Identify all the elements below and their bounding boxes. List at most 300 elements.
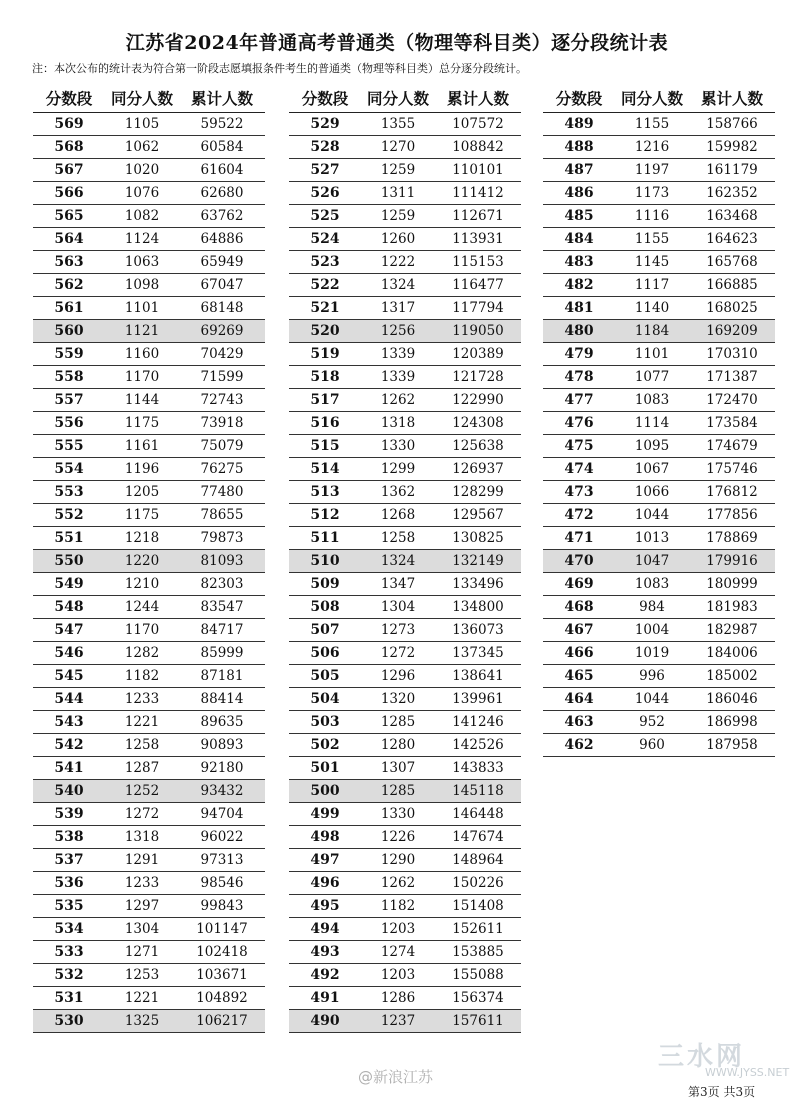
- table-row: [289, 159, 521, 182]
- same-score-count-cell: 1262: [380, 875, 416, 891]
- score-cell: 567: [54, 162, 84, 178]
- table-row: [289, 826, 521, 849]
- cumulative-count-cell: 134800: [452, 599, 504, 615]
- score-cell: 488: [564, 139, 594, 155]
- cumulative-count-cell: 104892: [196, 990, 248, 1006]
- same-score-count-cell: 1155: [634, 116, 670, 132]
- same-score-count-cell: 1105: [124, 116, 160, 132]
- table-row: [543, 481, 775, 504]
- score-cell: 545: [54, 668, 84, 684]
- score-cell: 503: [310, 714, 340, 730]
- score-cell: 539: [54, 806, 84, 822]
- cumulative-count-cell: 124308: [452, 415, 504, 431]
- same-score-count-cell: 1004: [634, 622, 670, 638]
- cumulative-count-cell: 78655: [200, 507, 244, 523]
- same-score-count-cell: 1280: [380, 737, 416, 753]
- table-row: [543, 458, 775, 481]
- same-score-count-cell: 996: [639, 668, 665, 684]
- table-row: [289, 596, 521, 619]
- same-score-count-cell: 1114: [634, 415, 670, 431]
- score-cell: 555: [54, 438, 84, 454]
- cumulative-count-cell: 85999: [200, 645, 244, 661]
- score-cell: 516: [310, 415, 340, 431]
- same-score-count-cell: 1203: [380, 921, 416, 937]
- cumulative-count-cell: 98546: [200, 875, 244, 891]
- same-score-count-cell: 1233: [124, 691, 160, 707]
- cumulative-count-cell: 172470: [706, 392, 758, 408]
- score-cell: 529: [310, 116, 340, 132]
- table-row: [33, 619, 265, 642]
- table-row: [543, 619, 775, 642]
- table-row: [33, 941, 265, 964]
- table-row: [33, 366, 265, 389]
- cumulative-count-cell: 139961: [452, 691, 504, 707]
- table-row: [289, 1010, 521, 1033]
- score-cell: 485: [564, 208, 594, 224]
- same-score-count-cell: 1253: [124, 967, 160, 983]
- cumulative-count-cell: 72743: [200, 392, 244, 408]
- cumulative-count-cell: 84717: [200, 622, 244, 638]
- cumulative-count-cell: 155088: [452, 967, 504, 983]
- same-score-count-cell: 1182: [124, 668, 160, 684]
- table-row: [289, 872, 521, 895]
- cumulative-count-cell: 83547: [200, 599, 244, 615]
- same-score-count-cell: 1044: [634, 691, 670, 707]
- same-score-count-cell: 1121: [124, 323, 160, 339]
- score-cell: 470: [564, 553, 594, 569]
- cumulative-count-cell: 158766: [706, 116, 758, 132]
- table-row: [33, 481, 265, 504]
- table-row: [543, 182, 775, 205]
- same-score-count-cell: 1101: [124, 300, 160, 316]
- score-cell: 524: [310, 231, 340, 247]
- table-row: [33, 642, 265, 665]
- table-row: [289, 389, 521, 412]
- same-score-count-cell: 1330: [380, 438, 416, 454]
- cumulative-count-cell: 177856: [706, 507, 758, 523]
- cumulative-count-cell: 163468: [706, 208, 758, 224]
- score-cell: 498: [310, 829, 340, 845]
- score-cell: 553: [54, 484, 84, 500]
- score-cell: 499: [310, 806, 340, 822]
- same-score-count-cell: 1330: [380, 806, 416, 822]
- cumulative-count-cell: 151408: [452, 898, 504, 914]
- cumulative-count-cell: 185002: [706, 668, 758, 684]
- same-score-count-cell: 1170: [124, 622, 160, 638]
- same-score-count-cell: 1161: [124, 438, 160, 454]
- cumulative-count-cell: 68148: [200, 300, 244, 316]
- cumulative-count-cell: 171387: [706, 369, 758, 385]
- table-row: [543, 159, 775, 182]
- same-score-count-cell: 1101: [634, 346, 670, 362]
- same-score-count-cell: 1317: [380, 300, 416, 316]
- score-cell: 494: [310, 921, 340, 937]
- score-cell: 547: [54, 622, 84, 638]
- same-score-count-cell: 1296: [380, 668, 416, 684]
- table-row: [33, 159, 265, 182]
- same-score-count-cell: 1237: [380, 1013, 416, 1029]
- cumulative-count-cell: 59522: [200, 116, 244, 132]
- score-cell: 484: [564, 231, 594, 247]
- header-cell: 同分人数: [366, 89, 429, 108]
- cumulative-count-cell: 159982: [706, 139, 758, 155]
- score-cell: 558: [54, 369, 84, 385]
- table-row: [543, 113, 775, 136]
- cumulative-count-cell: 125638: [452, 438, 504, 454]
- same-score-count-cell: 1256: [380, 323, 416, 339]
- same-score-count-cell: 1044: [634, 507, 670, 523]
- cumulative-count-cell: 70429: [200, 346, 244, 362]
- cumulative-count-cell: 90893: [200, 737, 244, 753]
- score-cell: 527: [310, 162, 340, 178]
- table-row: [33, 504, 265, 527]
- same-score-count-cell: 1271: [124, 944, 160, 960]
- cumulative-count-cell: 79873: [200, 530, 244, 546]
- score-cell: 474: [564, 461, 594, 477]
- cumulative-count-cell: 88414: [200, 691, 244, 707]
- same-score-count-cell: 1324: [380, 553, 416, 569]
- cumulative-count-cell: 184006: [706, 645, 758, 661]
- table-row: [33, 757, 265, 780]
- cumulative-count-cell: 93432: [200, 783, 244, 799]
- cumulative-count-cell: 106217: [196, 1013, 248, 1029]
- cumulative-count-cell: 60584: [200, 139, 244, 155]
- same-score-count-cell: 1355: [380, 116, 416, 132]
- table-row: [289, 274, 521, 297]
- cumulative-count-cell: 121728: [452, 369, 504, 385]
- table-row: [543, 435, 775, 458]
- same-score-count-cell: 1175: [124, 507, 160, 523]
- table-row: [289, 757, 521, 780]
- table-row: [33, 964, 265, 987]
- score-cell: 501: [310, 760, 340, 776]
- score-cell: 480: [564, 323, 594, 339]
- table-row: [33, 274, 265, 297]
- score-cell: 544: [54, 691, 84, 707]
- header-cell: 累计人数: [446, 89, 509, 108]
- score-cell: 525: [310, 208, 340, 224]
- score-cell: 473: [564, 484, 594, 500]
- cumulative-count-cell: 94704: [200, 806, 244, 822]
- table-row: [289, 734, 521, 757]
- table-row: [543, 136, 775, 159]
- cumulative-count-cell: 65949: [200, 254, 244, 270]
- cumulative-count-cell: 152611: [452, 921, 504, 937]
- cumulative-count-cell: 146448: [452, 806, 504, 822]
- cumulative-count-cell: 170310: [706, 346, 758, 362]
- table-row: [543, 205, 775, 228]
- score-cell: 495: [310, 898, 340, 914]
- same-score-count-cell: 1124: [124, 231, 160, 247]
- same-score-count-cell: 1067: [634, 461, 670, 477]
- score-cell: 486: [564, 185, 594, 201]
- cumulative-count-cell: 77480: [200, 484, 244, 500]
- cumulative-count-cell: 122990: [452, 392, 504, 408]
- cumulative-count-cell: 87181: [200, 668, 244, 684]
- cumulative-count-cell: 64886: [200, 231, 244, 247]
- score-cell: 502: [310, 737, 340, 753]
- score-cell: 542: [54, 737, 84, 753]
- cumulative-count-cell: 145118: [452, 783, 504, 799]
- table-row: [33, 343, 265, 366]
- score-cell: 520: [310, 323, 340, 339]
- score-cell: 550: [54, 553, 84, 569]
- same-score-count-cell: 1066: [634, 484, 670, 500]
- table-row: [33, 872, 265, 895]
- score-cell: 519: [310, 346, 340, 362]
- cumulative-count-cell: 89635: [200, 714, 244, 730]
- table-header: [543, 86, 775, 110]
- cumulative-count-cell: 120389: [452, 346, 504, 362]
- same-score-count-cell: 1063: [124, 254, 160, 270]
- score-cell: 477: [564, 392, 594, 408]
- table-row: [33, 297, 265, 320]
- score-cell: 469: [564, 576, 594, 592]
- table-row: [543, 734, 775, 757]
- table-row: [289, 205, 521, 228]
- table-row: [289, 780, 521, 803]
- score-cell: 515: [310, 438, 340, 454]
- same-score-count-cell: 1259: [380, 208, 416, 224]
- score-cell: 468: [564, 599, 594, 615]
- table-row: [33, 895, 265, 918]
- table-row: [543, 711, 775, 734]
- table-row: [289, 550, 521, 573]
- cumulative-count-cell: 141246: [452, 714, 504, 730]
- table-row: [289, 964, 521, 987]
- same-score-count-cell: 1184: [634, 323, 670, 339]
- score-cell: 472: [564, 507, 594, 523]
- cumulative-count-cell: 161179: [706, 162, 758, 178]
- table-row: [289, 504, 521, 527]
- site-watermark: 三水网: [658, 1042, 746, 1072]
- table-row: [543, 343, 775, 366]
- cumulative-count-cell: 82303: [200, 576, 244, 592]
- table-row: [289, 136, 521, 159]
- same-score-count-cell: 1173: [634, 185, 670, 201]
- cumulative-count-cell: 133496: [452, 576, 504, 592]
- table-row: [289, 320, 521, 343]
- cumulative-count-cell: 116477: [452, 277, 504, 293]
- cumulative-count-cell: 67047: [200, 277, 244, 293]
- same-score-count-cell: 1286: [380, 990, 416, 1006]
- cumulative-count-cell: 102418: [196, 944, 248, 960]
- same-score-count-cell: 1140: [634, 300, 670, 316]
- same-score-count-cell: 1304: [380, 599, 416, 615]
- score-cell: 552: [54, 507, 84, 523]
- same-score-count-cell: 1318: [380, 415, 416, 431]
- table-row: [289, 228, 521, 251]
- table-row: [289, 412, 521, 435]
- same-score-count-cell: 1290: [380, 852, 416, 868]
- table-header: [33, 86, 265, 110]
- cumulative-count-cell: 157611: [452, 1013, 504, 1029]
- same-score-count-cell: 1116: [634, 208, 670, 224]
- same-score-count-cell: 1304: [124, 921, 160, 937]
- same-score-count-cell: 1268: [380, 507, 416, 523]
- table-row: [33, 136, 265, 159]
- score-cell: 528: [310, 139, 340, 155]
- table-row: [543, 366, 775, 389]
- cumulative-count-cell: 162352: [706, 185, 758, 201]
- cumulative-count-cell: 110101: [452, 162, 504, 178]
- table-row: [33, 573, 265, 596]
- same-score-count-cell: 1233: [124, 875, 160, 891]
- same-score-count-cell: 1013: [634, 530, 670, 546]
- same-score-count-cell: 1226: [380, 829, 416, 845]
- table-row: [33, 803, 265, 826]
- score-table-column-2: [289, 86, 521, 1033]
- cumulative-count-cell: 117794: [452, 300, 504, 316]
- same-score-count-cell: 1287: [124, 760, 160, 776]
- table-row: [289, 688, 521, 711]
- table-row: [33, 389, 265, 412]
- same-score-count-cell: 1285: [380, 783, 416, 799]
- cumulative-count-cell: 113931: [452, 231, 504, 247]
- table-row: [33, 458, 265, 481]
- score-cell: 508: [310, 599, 340, 615]
- same-score-count-cell: 1282: [124, 645, 160, 661]
- cumulative-count-cell: 132149: [452, 553, 504, 569]
- same-score-count-cell: 1320: [380, 691, 416, 707]
- score-cell: 538: [54, 829, 84, 845]
- score-cell: 506: [310, 645, 340, 661]
- cumulative-count-cell: 138641: [452, 668, 504, 684]
- score-cell: 510: [310, 553, 340, 569]
- table-row: [289, 343, 521, 366]
- cumulative-count-cell: 61604: [200, 162, 244, 178]
- table-row: [543, 642, 775, 665]
- table-row: [33, 527, 265, 550]
- table-row: [289, 366, 521, 389]
- table-row: [33, 987, 265, 1010]
- score-cell: 557: [54, 392, 84, 408]
- score-cell: 549: [54, 576, 84, 592]
- header-cell: 累计人数: [190, 89, 253, 108]
- same-score-count-cell: 1324: [380, 277, 416, 293]
- score-cell: 560: [54, 323, 84, 339]
- cumulative-count-cell: 148964: [452, 852, 504, 868]
- table-row: [33, 228, 265, 251]
- table-row: [33, 826, 265, 849]
- header-cell: 同分人数: [620, 89, 683, 108]
- same-score-count-cell: 1244: [124, 599, 160, 615]
- table-row: [289, 619, 521, 642]
- same-score-count-cell: 1145: [634, 254, 670, 270]
- same-score-count-cell: 1220: [124, 553, 160, 569]
- score-table-column-3: [543, 86, 775, 757]
- cumulative-count-cell: 166885: [706, 277, 758, 293]
- same-score-count-cell: 1339: [380, 369, 416, 385]
- same-score-count-cell: 1285: [380, 714, 416, 730]
- score-cell: 509: [310, 576, 340, 592]
- score-cell: 476: [564, 415, 594, 431]
- table-row: [33, 918, 265, 941]
- cumulative-count-cell: 128299: [452, 484, 504, 500]
- table-row: [33, 780, 265, 803]
- table-row: [543, 274, 775, 297]
- score-cell: 462: [564, 737, 594, 753]
- table-row: [289, 251, 521, 274]
- table-row: [543, 251, 775, 274]
- score-cell: 536: [54, 875, 84, 891]
- score-cell: 518: [310, 369, 340, 385]
- header-cell: 分数段: [45, 89, 93, 108]
- same-score-count-cell: 1020: [124, 162, 160, 178]
- same-score-count-cell: 1098: [124, 277, 160, 293]
- same-score-count-cell: 1082: [124, 208, 160, 224]
- same-score-count-cell: 1175: [124, 415, 160, 431]
- table-row: [289, 435, 521, 458]
- same-score-count-cell: 1076: [124, 185, 160, 201]
- page-title: 江苏省2024年普通高考普通类（物理等科目类）逐分段统计表: [125, 32, 669, 54]
- same-score-count-cell: 1318: [124, 829, 160, 845]
- table-row: [289, 642, 521, 665]
- cumulative-count-cell: 112671: [452, 208, 504, 224]
- score-cell: 564: [54, 231, 84, 247]
- same-score-count-cell: 1272: [380, 645, 416, 661]
- table-row: [289, 481, 521, 504]
- cumulative-count-cell: 71599: [200, 369, 244, 385]
- cumulative-count-cell: 175746: [706, 461, 758, 477]
- table-row: [543, 527, 775, 550]
- score-cell: 497: [310, 852, 340, 868]
- score-cell: 487: [564, 162, 594, 178]
- same-score-count-cell: 1182: [380, 898, 416, 914]
- score-cell: 522: [310, 277, 340, 293]
- score-cell: 482: [564, 277, 594, 293]
- table-row: [33, 734, 265, 757]
- score-cell: 464: [564, 691, 594, 707]
- same-score-count-cell: 1325: [124, 1013, 160, 1029]
- same-score-count-cell: 1270: [380, 139, 416, 155]
- score-cell: 513: [310, 484, 340, 500]
- table-row: [33, 1010, 265, 1033]
- score-cell: 540: [54, 783, 84, 799]
- score-cell: 481: [564, 300, 594, 316]
- score-cell: 491: [310, 990, 340, 1006]
- table-row: [289, 182, 521, 205]
- table-row: [543, 412, 775, 435]
- cumulative-count-cell: 126937: [452, 461, 504, 477]
- same-score-count-cell: 1117: [634, 277, 670, 293]
- cumulative-count-cell: 62680: [200, 185, 244, 201]
- cumulative-count-cell: 173584: [706, 415, 758, 431]
- same-score-count-cell: 1252: [124, 783, 160, 799]
- score-cell: 556: [54, 415, 84, 431]
- cumulative-count-cell: 150226: [452, 875, 504, 891]
- score-cell: 467: [564, 622, 594, 638]
- cumulative-count-cell: 69269: [200, 323, 244, 339]
- table-row: [33, 550, 265, 573]
- same-score-count-cell: 1262: [380, 392, 416, 408]
- cumulative-count-cell: 76275: [200, 461, 244, 477]
- same-score-count-cell: 1210: [124, 576, 160, 592]
- cumulative-count-cell: 99843: [200, 898, 244, 914]
- score-cell: 505: [310, 668, 340, 684]
- table-row: [33, 665, 265, 688]
- score-cell: 507: [310, 622, 340, 638]
- cumulative-count-cell: 178869: [706, 530, 758, 546]
- same-score-count-cell: 1083: [634, 576, 670, 592]
- same-score-count-cell: 1307: [380, 760, 416, 776]
- score-cell: 514: [310, 461, 340, 477]
- table-row: [289, 527, 521, 550]
- score-cell: 561: [54, 300, 84, 316]
- same-score-count-cell: 984: [639, 599, 665, 615]
- cumulative-count-cell: 81093: [200, 553, 244, 569]
- same-score-count-cell: 1258: [124, 737, 160, 753]
